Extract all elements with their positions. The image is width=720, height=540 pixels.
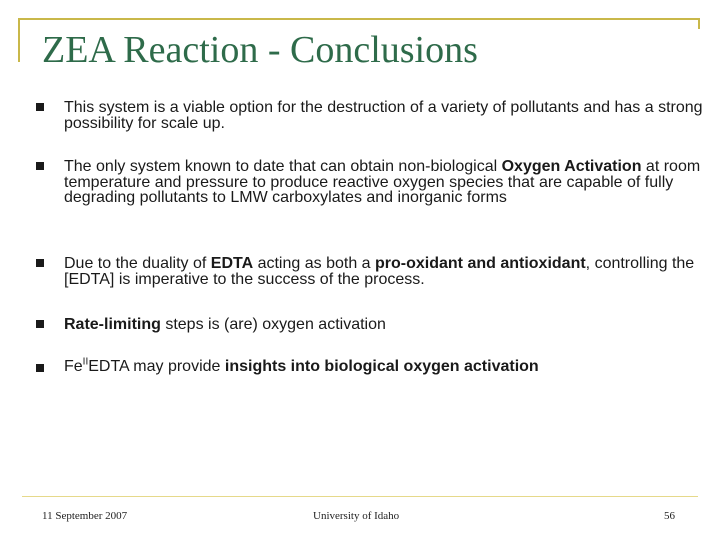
bullet-emphasis: Rate-limiting xyxy=(64,316,161,333)
superscript-oxidation-state: II xyxy=(82,356,89,368)
bullet-text: steps is (are) oxygen activation xyxy=(160,316,386,333)
bullet-emphasis: insights into biological oxygen activation xyxy=(224,358,539,375)
bullet-text: Due to the duality of xyxy=(64,255,211,272)
bullet-item xyxy=(64,317,704,333)
bullet-text: The only system known to date that can obtain non-biological xyxy=(64,158,502,175)
footer-page-number: 56 xyxy=(664,510,675,522)
bullet-text: EDTA may provide xyxy=(88,358,225,375)
bullet-emphasis: EDTA xyxy=(210,255,254,272)
slide-title: ZEA Reaction - Conclusions xyxy=(42,29,478,71)
bullet-text: at room temperature and pressure to produce reactive oxygen species that are capable of fully degrading pollutants to LMW carboxylates and inorganic forms xyxy=(64,158,701,206)
bullet-marker xyxy=(36,259,44,267)
footer-organization: University of Idaho xyxy=(313,510,400,522)
bullet-item xyxy=(64,159,704,206)
bullet-marker xyxy=(36,364,44,372)
bullet-item xyxy=(64,256,704,287)
bullet-emphasis: Oxygen Activation xyxy=(501,158,642,175)
bullet-emphasis: pro-oxidant and antioxidant xyxy=(375,255,586,272)
bullet-marker xyxy=(36,103,44,111)
bullet-text: Fe xyxy=(64,358,83,375)
bullet-item xyxy=(64,356,704,375)
bullet-marker xyxy=(36,320,44,328)
bullet-marker xyxy=(36,162,44,170)
bullet-text: acting as both a xyxy=(253,255,375,272)
bullet-item xyxy=(64,100,704,131)
footer-date: 11 September 2007 xyxy=(42,510,128,522)
bullet-text: This system is a viable option for the destruction of a variety of pollutants and has a strong possibility for scale up. xyxy=(64,99,703,132)
footer-rule xyxy=(22,496,698,497)
bullet-text: , controlling the [EDTA] is imperative to the success of the process. xyxy=(64,255,695,288)
